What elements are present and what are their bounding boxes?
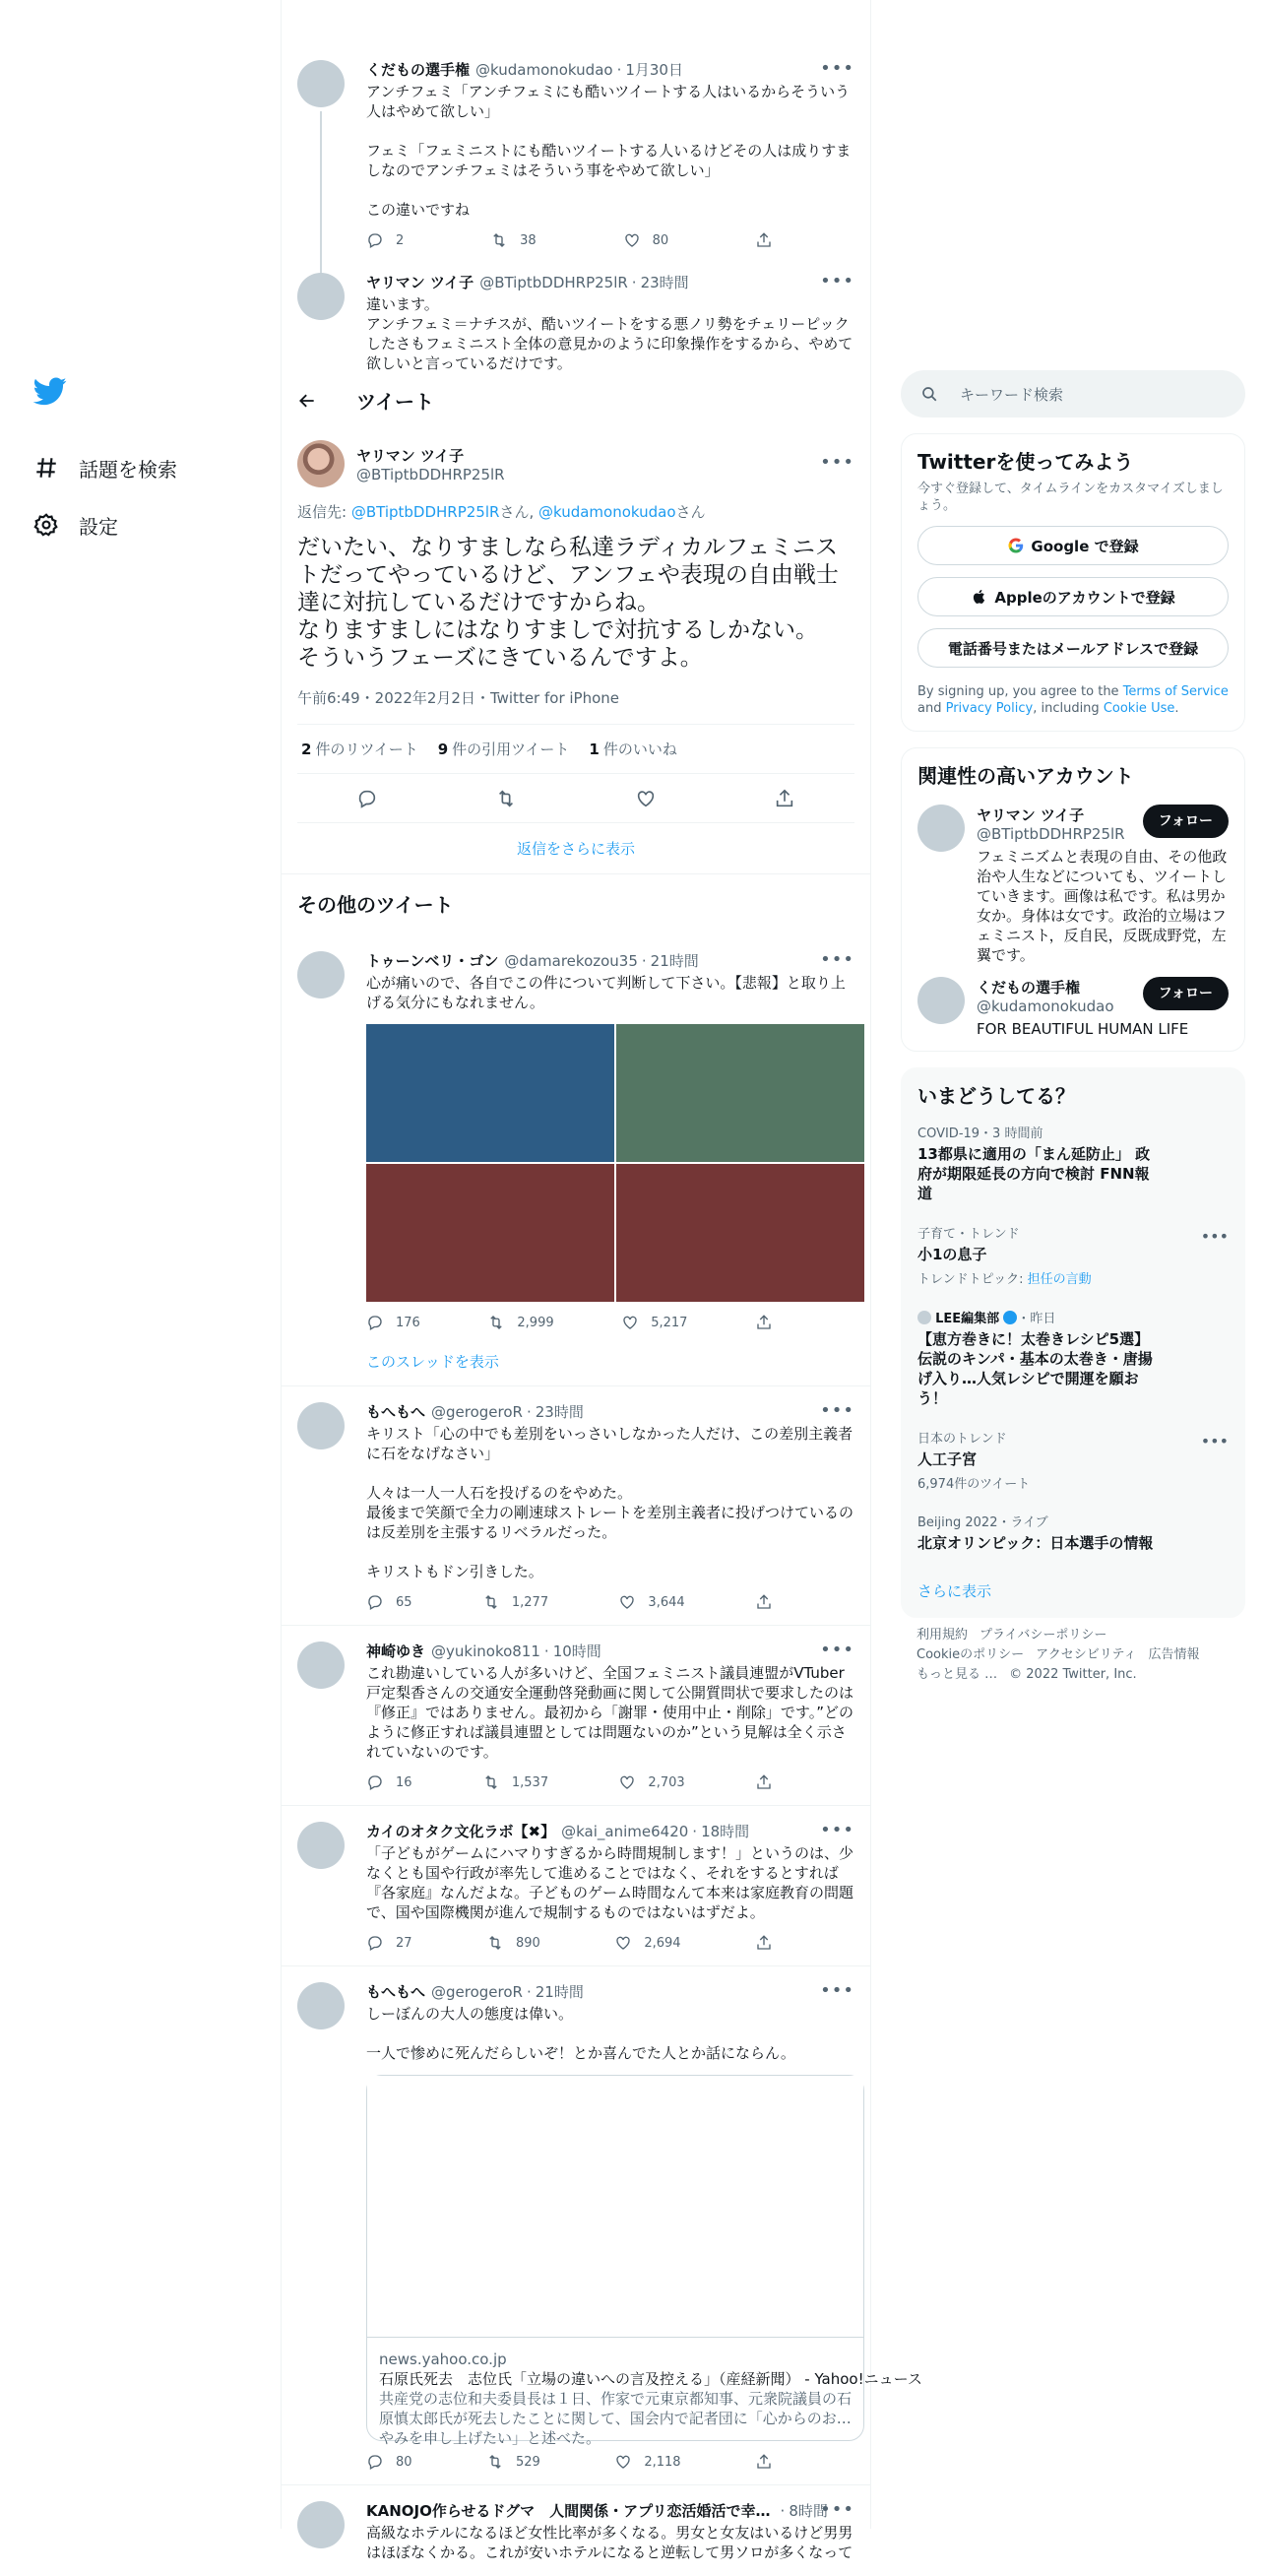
tweet-time[interactable]: 23時間 — [535, 1403, 584, 1421]
search-box[interactable] — [901, 370, 1245, 418]
tweet-time[interactable]: 10時間 — [552, 1642, 601, 1660]
retweet-button[interactable]: 2,999 — [487, 1314, 553, 1331]
tweet-author-name[interactable]: くだもの選手権 — [366, 61, 471, 79]
avatar[interactable] — [917, 977, 965, 1024]
like-button[interactable]: 5,217 — [621, 1314, 687, 1331]
avatar[interactable] — [297, 1642, 345, 1689]
share-icon[interactable] — [774, 788, 795, 809]
retweet-icon — [486, 1934, 504, 1952]
avatar[interactable] — [917, 805, 965, 852]
twitter-logo-icon[interactable] — [33, 374, 67, 408]
privacy-link[interactable]: Privacy Policy — [945, 701, 1034, 716]
avatar[interactable] — [297, 60, 345, 107]
tweet-actions — [366, 1593, 785, 1611]
page-header — [282, 374, 870, 426]
heart-icon — [614, 2453, 632, 2471]
tweet-image[interactable] — [616, 1024, 864, 1162]
link-card[interactable] — [366, 2075, 922, 2447]
tweet-author-name[interactable]: トゥーンベリ・ゴン — [366, 952, 499, 970]
trend-item[interactable]: 子育て・トレンド 小1の息子 トレンドトピック: 担任の言動 ••• — [917, 1227, 1229, 1287]
more-tweets-heading: その他のツイート — [297, 893, 454, 917]
avatar[interactable] — [297, 440, 345, 487]
heart-icon — [618, 1593, 636, 1611]
back-arrow-icon[interactable] — [297, 391, 317, 411]
tweet-text: アンチフェミ「アンチフェミにも酷いツイートする人はいるからそういう人はやめて欲しい」 フェミ「フェミニストにも酷いツイートする人いるけどその人は成りすましなのでアンチフェミはそういう事をやめて欲しい」 この違いですね — [366, 83, 852, 219]
terms-link[interactable]: Terms of Service — [1122, 684, 1229, 699]
retweet-icon — [486, 2453, 504, 2471]
share-button[interactable] — [755, 231, 785, 249]
reply-button[interactable]: 65 — [366, 1593, 412, 1611]
tweet-author-handle[interactable]: @gerogeroR — [431, 1403, 523, 1421]
heart-icon — [621, 1314, 639, 1331]
follow-button[interactable]: フォロー — [1143, 805, 1229, 838]
focused-tweet-actions — [297, 774, 854, 823]
share-button[interactable] — [755, 1593, 785, 1611]
tweet[interactable]: もへもへ @gerogeroR · 23時間 ••• キリスト「心の中でも差別をいっさいしなかった人だけ、この差別主義者に石をなげなさい」 人々は一人一人石を投げるのをやめた。 最後まで笑顔で全力の剛速球ストレートを差別主義者に投げつけているのは反差別を主張するリベラルだった。 キリストもドン引きした。 65 1,277 3,644 — [282, 1386, 870, 1626]
avatar[interactable] — [297, 273, 345, 320]
trend-item[interactable]: LEE編集部 ・昨日 【恵方巻きに！太巻きレシピ5選】伝説のキンパ・基本の太巻き・唐揚げ入り…人気レシピで開運を願おう！ — [917, 1312, 1153, 1407]
tweet-media-grid — [366, 1024, 864, 1302]
reply-button[interactable]: 2 — [366, 231, 404, 249]
share-button[interactable] — [755, 1314, 785, 1331]
reply-button[interactable]: 176 — [366, 1314, 420, 1331]
trend-item[interactable]: COVID-19・3 時間前 13都県に適用の「まん延防止」 政府が期限延長の方向で検討 FNN報道 — [917, 1127, 1151, 1202]
reply-icon — [366, 1773, 384, 1791]
footer-link[interactable]: アクセシビリティ — [1036, 1647, 1137, 1662]
retweet-icon — [490, 231, 508, 249]
heart-icon — [614, 1934, 632, 1952]
tweet-text: キリスト「心の中でも差別をいっさいしなかった人だけ、この差別主義者に石をなげなさい」 人々は一人一人石を投げるのをやめた。 最後まで笑顔で全力の剛速球ストレートを差別主義者に投げつけているのは反差別を主張するリベラルだった。 キリストもドン引きした。 — [366, 1425, 854, 1580]
google-icon — [1007, 537, 1025, 554]
tweet-actions — [366, 2453, 785, 2471]
account-row[interactable] — [902, 793, 1244, 965]
cookie-link[interactable]: Cookie Use — [1103, 701, 1175, 716]
footer-link[interactable]: 広告情報 — [1148, 1647, 1200, 1662]
tweet[interactable]: もへもへ @gerogeroR · 21時間 ••• しーぼんの大人の態度は偉い。 一人で惨めに死んだらしいぞ！とか喜んでた人とか話にならん。 news.yahoo.co.jp 石原氏死去 志位氏「立場の違いへの言及控える」（産経新聞） - Yahoo!ニュース 共産党の志位和夫委員長は１日、作家で元東京都知事、元衆院議員の石原慎太郎氏が死去したことに関して、国会内で記者団に「心からのお悔やみを申し上げたい」と述べた。 80 529 2,118 — [282, 1966, 870, 2485]
apple-signup-button[interactable]: Appleのアカウントで登録 — [917, 577, 1229, 616]
tweet-author-name[interactable]: KANOJO作らせるドグマ 人間関係・アプリ恋活婚活で幸… — [366, 2502, 771, 2520]
thread-line — [320, 111, 322, 279]
reply-to-user-link[interactable]: @BTiptbDDHRP25lR — [350, 503, 500, 521]
tweet-text: しーぼんの大人の態度は偉い。 一人で惨めに死んだらしいぞ！とか喜んでた人とか話にならん。 — [366, 2005, 795, 2062]
share-icon — [755, 1773, 773, 1791]
reply-button[interactable]: 80 — [366, 2453, 412, 2471]
relevant-accounts-panel — [901, 747, 1245, 1052]
like-button[interactable]: 2,694 — [614, 1934, 680, 1952]
retweet-icon — [482, 1773, 500, 1791]
reply-icon — [366, 231, 384, 249]
likes-stat[interactable]: 1 件のいいね — [589, 741, 677, 758]
show-thread-link[interactable]: このスレッドを表示 — [366, 1353, 499, 1371]
tweet-time[interactable]: 21時間 — [535, 1983, 584, 2001]
more-icon[interactable]: ••• — [820, 1980, 854, 2001]
focused-tweet-author[interactable] — [297, 432, 854, 495]
tweet-author-handle[interactable]: @damarekozou35 — [504, 952, 638, 970]
trends-panel — [901, 1067, 1245, 1618]
tweet-time[interactable]: 21時間 — [650, 952, 699, 970]
footer-link[interactable]: プライバシーポリシー — [980, 1628, 1107, 1642]
more-icon[interactable]: ••• — [820, 949, 854, 970]
trend-item[interactable]: Beijing 2022・ライブ 北京オリンピック：日本選手の情報 — [917, 1515, 1154, 1552]
share-icon — [755, 2453, 773, 2471]
tweet[interactable]: KANOJO作らせるドグマ 人間関係・アプリ恋活婚活で幸… · 8時間 ••• 高級なホテルになるほど女性比率が多くなる。男女と女友はいるけど男男はほぼなくかる。これが安いホテルになると逆転して男ソロが多くなって — [282, 2485, 870, 2576]
author-handle[interactable]: @BTiptbDDHRP25lR — [356, 465, 505, 483]
retweet-button[interactable]: 890 — [486, 1934, 540, 1952]
avatar[interactable] — [297, 1402, 345, 1449]
right-sidebar — [901, 370, 1245, 1693]
account-name[interactable]: ヤリマン ツイ子 — [977, 806, 1085, 824]
share-icon — [755, 231, 773, 249]
retweet-button[interactable]: 1,277 — [482, 1593, 548, 1611]
tweet-time[interactable]: 23時間 — [640, 274, 689, 291]
relevant-accounts-title: 関連性の高いアカウント — [917, 764, 1134, 788]
more-icon[interactable]: ••• — [820, 58, 854, 79]
share-icon — [755, 1934, 773, 1952]
retweet-icon[interactable] — [495, 788, 517, 809]
account-name[interactable]: くだもの選手権 — [977, 979, 1081, 997]
account-bio: フェミニズムと表現の自由、その他政治や人生などについても、ツイートしていきます。画像は私です。私は男か女か。身体は女です。政治的立場はフェミニスト，反自民，反既成野党，左翼です。 — [977, 848, 1228, 964]
account-bio: FOR BEAUTIFUL HUMAN LIFE — [977, 1020, 1189, 1038]
tweet-text: 心が痛いので、各自でこの件について判断して下さい。【悲報】と取り上げる気分にもなれません。 — [366, 974, 846, 1011]
tweet-stats — [297, 725, 854, 774]
tweet-author-name[interactable]: もへもへ — [366, 1403, 426, 1421]
avatar[interactable] — [297, 2501, 345, 2548]
signup-legal: By signing up, you agree to the Terms of Service and Privacy Policy, including Cookie Use. — [917, 684, 1229, 716]
more-icon[interactable]: ••• — [820, 1640, 854, 1660]
tweet-author-name[interactable]: カイのオタク文化ラボ【✖】 — [366, 1823, 556, 1840]
phone-email-signup-button[interactable]: 電話番号またはメールアドレスで登録 — [917, 628, 1229, 668]
page-title: ツイート — [356, 390, 434, 414]
google-signup-button[interactable]: Google で登録 — [917, 526, 1229, 565]
reply-button[interactable]: 27 — [366, 1934, 412, 1952]
retweet-button[interactable]: 38 — [490, 231, 537, 249]
tweet-timestamp[interactable]: 午前6:49・2022年2月2日・Twitter for iPhone — [297, 687, 854, 725]
show-more-trends-link[interactable]: さらに表示 — [917, 1582, 992, 1600]
signup-subtitle: 今すぐ登録して、タイムラインをカスタマイズしましょう。 — [917, 482, 1224, 513]
heart-icon[interactable] — [635, 788, 657, 809]
nav-settings-label: 設定 — [79, 514, 118, 539]
thread-above — [282, 44, 870, 387]
reply-icon[interactable] — [356, 788, 378, 809]
share-icon — [755, 1314, 773, 1331]
share-icon — [755, 1593, 773, 1611]
footer-link[interactable]: 利用規約 — [916, 1628, 969, 1642]
account-row[interactable] — [902, 965, 1244, 1039]
tweet-author-name[interactable]: 神崎ゆき — [366, 1642, 426, 1660]
footer-link[interactable]: Cookieのポリシー — [916, 1647, 1025, 1662]
share-button[interactable] — [755, 1934, 785, 1952]
link-card-domain: news.yahoo.co.jp — [379, 2351, 507, 2368]
tweet-author-handle[interactable]: @kai_anime6420 — [561, 1823, 689, 1840]
retweet-button[interactable]: 529 — [486, 2453, 540, 2471]
more-icon[interactable]: ••• — [820, 1820, 854, 1840]
reply-to-user-link[interactable]: @kudamonokudao — [537, 503, 676, 521]
more-icon[interactable]: ••• — [820, 2499, 854, 2520]
tweet[interactable]: カイのオタク文化ラボ【✖】 @kai_anime6420 · 18時間 ••• 「子どもがゲームにハマりすぎるから時間規制します！」というのは、少なくとも国や行政が率先して進めることではなく、それをするとすれば『各家庭』なんだよな。子どものゲーム時間なんて本来は家庭教育の問題で、国や国際機関が進んで規制するものではないはずだよ。 27 890 2,694 — [282, 1806, 870, 1966]
author-name[interactable]: ヤリマン ツイ子 — [356, 446, 465, 465]
footer-more-link[interactable]: もっと見る … — [916, 1667, 998, 1682]
avatar[interactable] — [297, 1822, 345, 1869]
more-icon[interactable]: ••• — [1200, 1432, 1229, 1450]
reply-icon — [366, 2453, 384, 2471]
tweet-text: 高級なホテルになるほど女性比率が多くなる。男女と女友はいるけど男男はほぼなくかる。これが安いホテルになると逆転して男ソロが多くなって — [366, 2524, 853, 2561]
account-handle[interactable]: @kudamonokudao — [977, 998, 1114, 1015]
tweet-time[interactable]: 8時間 — [789, 2502, 828, 2520]
more-icon[interactable]: ••• — [1200, 1227, 1229, 1246]
trends-title: いまどうしてる？ — [917, 1084, 1075, 1108]
nav-explore-label: 話題を検索 — [79, 457, 177, 482]
trend-item[interactable]: 日本のトレンド 人工子宮 6,974件のツイート ••• — [917, 1432, 1229, 1492]
thread-tweet[interactable]: くだもの選手権 @kudamonokudao · 1月30日 ••• アンチフェミ「アンチフェミにも酷いツイートする人はいるからそういう人はやめて欲しい」 フェミ「フェミニストにも酷いツイートする人いるけどその人は成りすましなのでアンチフェミはそういう事をやめて欲しい」 この違いですね 2 38 80 — [282, 44, 870, 263]
link-card-title: 石原氏死去 志位氏「立場の違いへの言及控える」（産経新聞） - Yahoo!ニュース — [379, 2370, 922, 2388]
avatar[interactable] — [297, 951, 345, 998]
reply-button[interactable]: 16 — [366, 1773, 412, 1791]
tweet-author-handle[interactable]: @gerogeroR — [431, 1983, 523, 2001]
left-nav — [22, 374, 258, 553]
tweet-text: 違います。 アンチフェミ＝ナチスが、酷いツイートをする悪ノリ勢をチェリーピックしたさもフェミニスト全体の意見かのように印象操作をするから、やめて欲しいと言っているだけです。 — [366, 295, 853, 372]
tweet-author-handle[interactable]: @BTiptbDDHRP25lR — [479, 274, 628, 291]
show-more-replies-link[interactable]: 返信をさらに表示 — [282, 823, 870, 874]
share-button[interactable] — [755, 1773, 785, 1791]
retweet-button[interactable]: 1,537 — [482, 1773, 548, 1791]
tweet[interactable]: トゥーンベリ・ゴン @damarekozou35 · 21時間 ••• 心が痛いので、各自でこの件について判断して下さい。【悲報】と取り上げる気分にもなれません。 176 2,999 5,217 このスレッドを表示 — [282, 935, 870, 1386]
focused-tweet-text: だいたい、なりすましなら私達ラディカルフェミニストだってやっているけど、アンフェや表現の自由戦士達に対抗しているだけですからね。 なりますましにはなりすましで対抗するしかない。 そういうフェーズにきているんですよ。 — [297, 535, 839, 671]
account-avatar-icon — [917, 1311, 931, 1324]
nav-settings[interactable] — [22, 496, 258, 553]
focused-tweet-section — [282, 426, 922, 2576]
search-icon — [920, 385, 938, 403]
footer — [901, 1618, 1245, 1693]
tweet-author-handle[interactable]: @kudamonokudao — [475, 61, 613, 79]
tweet[interactable]: 神崎ゆき @yukinoko811 · 10時間 ••• これ勘違いしている人が多いけど、全国フェミニスト議員連盟がVTuber戸定梨香さんの交通安全運動啓発動画に関して公開質問状で要求したのは『修正』ではありません。最初から「謝罪・使用中止・削除」です。”どのように修正すれば議員連盟としては問題ないのか”という見解は全く示されていないのです。 16 1,537 2,703 — [282, 1626, 870, 1806]
signup-title: Twitterを使ってみよう — [917, 450, 1134, 474]
link-card-description: 共産党の志位和夫委員長は１日、作家で元東京都知事、元衆院議員の石原慎太郎氏が死去したことに関して、国会内で記者団に「心からのお悔やみを申し上げたい」と述べた。 — [379, 2390, 853, 2447]
tweet-image[interactable] — [366, 1164, 614, 1302]
tweet-image[interactable] — [366, 1024, 614, 1162]
share-button[interactable] — [755, 2453, 785, 2471]
tweet-actions — [366, 231, 785, 249]
account-handle[interactable]: @BTiptbDDHRP25lR — [977, 825, 1125, 843]
avatar[interactable] — [297, 1982, 345, 2029]
tweet-time[interactable]: 18時間 — [701, 1823, 750, 1840]
apple-icon — [971, 588, 988, 606]
tweet-actions — [366, 1934, 785, 1952]
tweet-text: 「子どもがゲームにハマりすぎるから時間規制します！」というのは、少なくとも国や行政が率先して進めることではなく、それをするとすれば『各家庭』なんだよな。子どものゲーム時間なんて本来は家庭教育の問題で、国や国際機関が進んで規制するものではないはずだよ。 — [366, 1844, 854, 1921]
main-column — [281, 0, 922, 2561]
gear-icon — [33, 512, 59, 538]
tweet-actions — [366, 1773, 785, 1791]
hashtag-icon — [33, 455, 59, 481]
tweet-author-name[interactable]: もへもへ — [366, 1983, 426, 2001]
link-card-image[interactable] — [367, 2076, 863, 2338]
reply-icon — [366, 1314, 384, 1331]
follow-button[interactable]: フォロー — [1143, 977, 1229, 1010]
reply-to: 返信先: @BTiptbDDHRP25lRさん, @kudamonokudaoさん — [297, 503, 706, 521]
trend-topic-link[interactable]: 担任の言動 — [1027, 1272, 1092, 1287]
like-button[interactable]: 2,118 — [614, 2453, 680, 2471]
tweet-time[interactable]: 1月30日 — [625, 61, 683, 79]
signup-panel — [901, 433, 1245, 732]
like-button[interactable]: 80 — [623, 231, 669, 249]
tweet-image[interactable] — [616, 1164, 864, 1302]
search-placeholder: キーワード検索 — [960, 385, 1064, 404]
verified-badge-icon — [1003, 1311, 1017, 1324]
tweet-author-handle[interactable]: @yukinoko811 — [431, 1642, 540, 1660]
more-icon[interactable]: ••• — [820, 452, 854, 473]
retweet-icon — [482, 1593, 500, 1611]
reply-icon — [366, 1934, 384, 1952]
like-button[interactable]: 3,644 — [618, 1593, 684, 1611]
more-icon[interactable]: ••• — [820, 271, 854, 291]
nav-explore[interactable] — [22, 439, 258, 496]
heart-icon — [623, 231, 641, 249]
retweets-stat[interactable]: 2 件のリツイート — [301, 741, 418, 758]
thread-tweet[interactable]: ヤリマン ツイ子 @BTiptbDDHRP25lR · 23時間 ••• 違います。 アンチフェミ＝ナチスが、酷いツイートをする悪ノリ勢をチェリーピックしたさもフェミニスト全体の意見かのように印象操作をするから、やめて欲しいと言っているだけです。 — [282, 263, 870, 387]
more-tweets-list — [282, 935, 922, 2576]
retweet-icon — [487, 1314, 505, 1331]
tweet-author-name[interactable]: ヤリマン ツイ子 — [366, 274, 474, 291]
quotes-stat[interactable]: 9 件の引用ツイート — [437, 741, 570, 758]
heart-icon — [618, 1773, 636, 1791]
more-icon[interactable]: ••• — [820, 1400, 854, 1421]
copyright: © 2022 Twitter, Inc. — [1009, 1667, 1137, 1682]
like-button[interactable]: 2,703 — [618, 1773, 684, 1791]
tweet-text: これ勘違いしている人が多いけど、全国フェミニスト議員連盟がVTuber戸定梨香さんの交通安全運動啓発動画に関して公開質問状で要求したのは『修正』ではありません。最初から「謝罪・使用中止・削除」です。”どのように修正すれば議員連盟としては問題ないのか”という見解は全く示されていないのです。 — [366, 1664, 854, 1761]
reply-icon — [366, 1593, 384, 1611]
tweet-actions — [366, 1314, 785, 1331]
